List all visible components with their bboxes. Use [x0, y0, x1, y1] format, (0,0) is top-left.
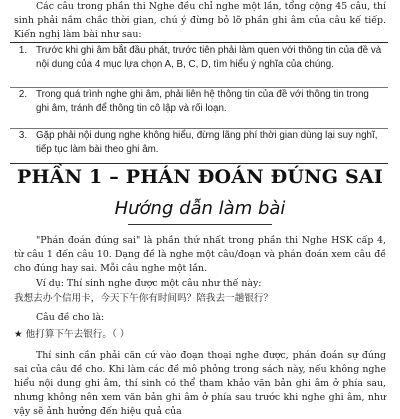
- tip-number: 2.: [18, 89, 28, 100]
- tip-text: Trước khi ghi âm bắt đầu phát, trước tiên phải làm quen với thông tin của đề và nội dung của 4 mục lựa chọn A, B, C, D, tìm hiểu ý nghĩa của chúng.: [36, 45, 382, 70]
- tip-item: [10, 128, 388, 163]
- tip-number: 1.: [18, 45, 28, 56]
- section-title: PHẦN 1 – PHÁN ĐOÁN ĐÚNG SAI: [17, 166, 383, 188]
- example-intro: Ví dụ: Thí sinh nghe được một câu như thế này:: [36, 278, 262, 289]
- question-intro: Câu đề cho là:: [36, 312, 105, 323]
- section-subtitle: Hướng dẫn làm bài: [114, 198, 286, 219]
- tip-number: 3.: [18, 130, 28, 141]
- example-question: ★ 他打算下午去银行。（ ）: [14, 329, 130, 340]
- intro-paragraph: Các câu trong phần thi Nghe đều chỉ nghe một lần, tổng cộng 45 câu, thí sinh phải nắm chắc thời gian, chú ý đừng bỏ lỡ phần ghi âm của câu kế tiếp. Kiến nghị làm bài như sau:: [14, 1, 386, 40]
- tip-text: Gặp phải nội dung nghe không hiểu, đừng lãng phí thời gian dùng lại suy nghĩ, tiếp tục làm bài theo ghi âm.: [36, 130, 378, 155]
- example-audio-text: 我想去办个信用卡，今天下午你有时间吗？陪我去一趟银行？: [14, 293, 274, 304]
- tip-text: Trong quá trình nghe ghi âm, phải liên hệ thông tin của đề với thông tin trong ghi âm, tránh để thông tin cô lập và rối loạn.: [36, 89, 369, 114]
- tip-item: [10, 43, 388, 88]
- subtitle-underline: [128, 224, 272, 225]
- explanation-paragraph: Thí sinh cần phải căn cứ vào đoạn thoại nghe được, phán đoán sự đúng sai của câu đề cho. Khi làm các đề mô phỏng trong sách này, nếu không nghe hiểu nội dung ghi âm, thí sinh có thể tham khảo văn bản ghi âm ở phía sau, nhưng không nên xem văn bản ghi âm ở phía sau trước khi nghe ghi âm, như vậy sẽ ảnh hưởng đến hiệu quả của: [14, 350, 386, 417]
- tips-box: [10, 42, 388, 164]
- instruction-paragraph: "Phán đoán đúng sai" là phần thứ nhất trong phần thi Nghe HSK cấp 4, từ câu 1 đến câu 10. Dạng đề là nghe một câu/đoạn và phán đoán xem câu đề cho đúng hay sai. Mỗi câu nghe một lần.: [14, 235, 386, 274]
- tip-item: [10, 87, 388, 129]
